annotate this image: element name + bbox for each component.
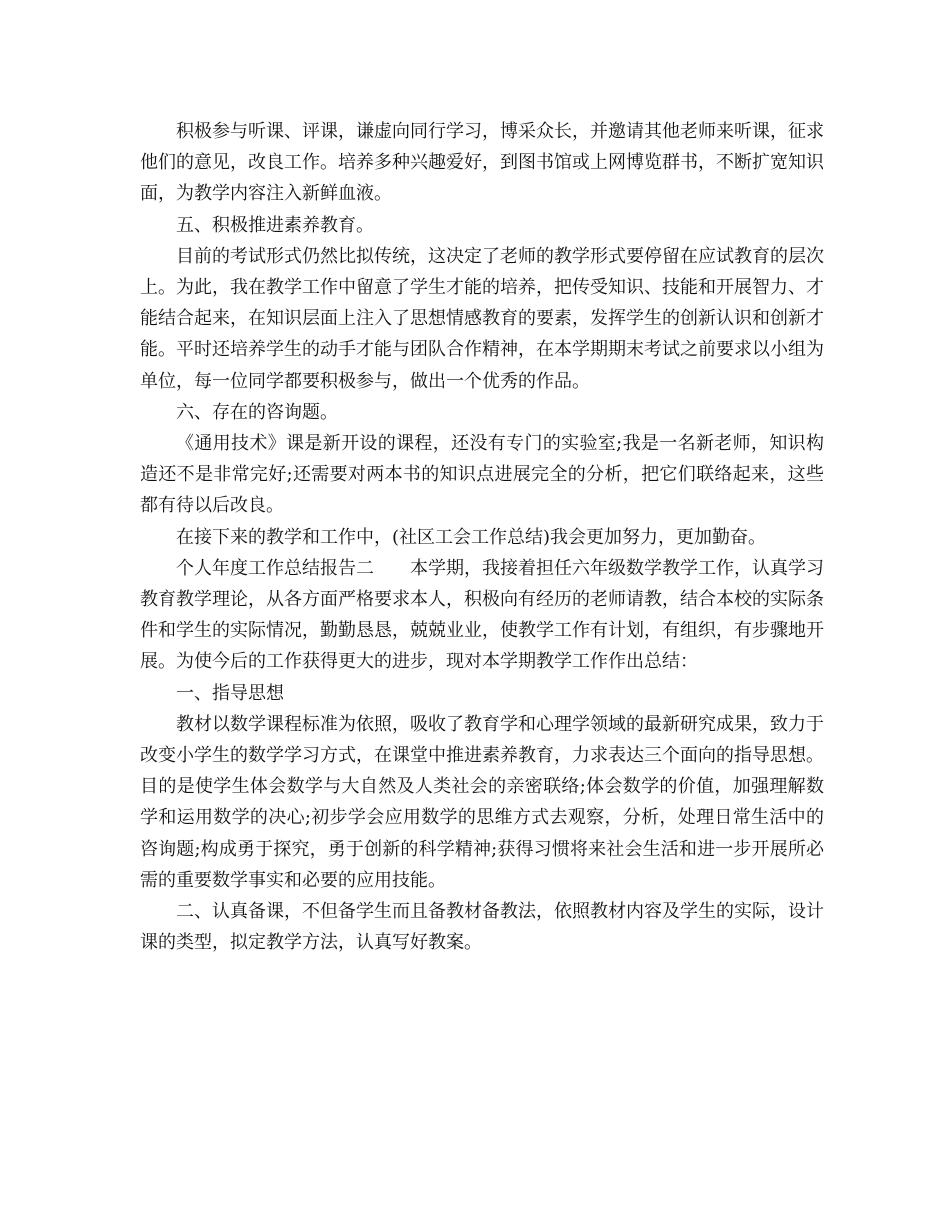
paragraph-2: 目前的考试形式仍然比拟传统，这决定了老师的教学形式要停留在应试教育的层次上。为此，我在教学工作中留意了学生才能的培养，把传受知识、技能和开展智力、才能结合起来，在知识层面上注入了思想情感教育的要素，发挥学生的创新认识和创新才能。平时还培养学生的动手才能与团队合作精神，在本学期期末考试之前要求以小组为单位，每一位同学都要积极参与，做出一个优秀的作品。 [140, 245, 824, 392]
paragraph-3: 《通用技术》课是新开设的课程，还没有专门的实验室;我是一名新老师，知识构造还不是非常完好;还需要对两本书的知识点进展完全的分析，把它们联络起来，这些都有待以后改良。 [140, 433, 824, 517]
paragraph-6: 教材以数学课程标准为依照，吸收了教育学和心理学领域的最新研究成果，致力于改变小学生的数学学习方式，在课堂中推进素养教育，力求表达三个面向的指导思想。目的是使学生体会数学与大自然及人类社会的亲密联络;体会数学的价值，加强理解数学和运用数学的决心;初步学会应用数学的思维方式去观察，分析，处理日常生活中的咨询题;构成勇于探究，勇于创新的科学精神;获得习惯将来社会生活和进一步开展所必需的重要数学事实和必要的应用技能。 [140, 713, 824, 891]
paragraph-7: 二、认真备课，不但备学生而且备教材备教法，依照教材内容及学生的实际，设计课的类型，拟定教学方法，认真写好教案。 [140, 901, 824, 954]
document-body [140, 116, 824, 958]
section-heading-5: 五、积极推进素养教育。 [176, 214, 374, 236]
paragraph-1: 积极参与听课、评课，谦虚向同行学习，博采众长，并邀请其他老师来听课，征求他们的意见，改良工作。培养多种兴趣爱好，到图书馆或上网博览群书，不断扩宽知识面，为教学内容注入新鲜血液。 [140, 121, 824, 205]
paragraph-5: 个人年度工作总结报告二 本学期，我接着担任六年级数学教学工作，认真学习教育教学理论，从各方面严格要求本人，积极向有经历的老师请教，结合本校的实际条件和学生的实际情况，勤勤恳恳，兢兢业业，使教学工作有计划，有组织，有步骤地开展。为使今后的工作获得更大的进步，现对本学期教学工作作出总结： [140, 557, 824, 673]
paragraph-4: 在接下来的教学和工作中，(社区工会工作总结)我会更加努力，更加勤奋。 [176, 526, 767, 548]
section-heading-1: 一、指导思想 [176, 682, 284, 704]
section-heading-6: 六、存在的咨询题。 [176, 401, 338, 423]
